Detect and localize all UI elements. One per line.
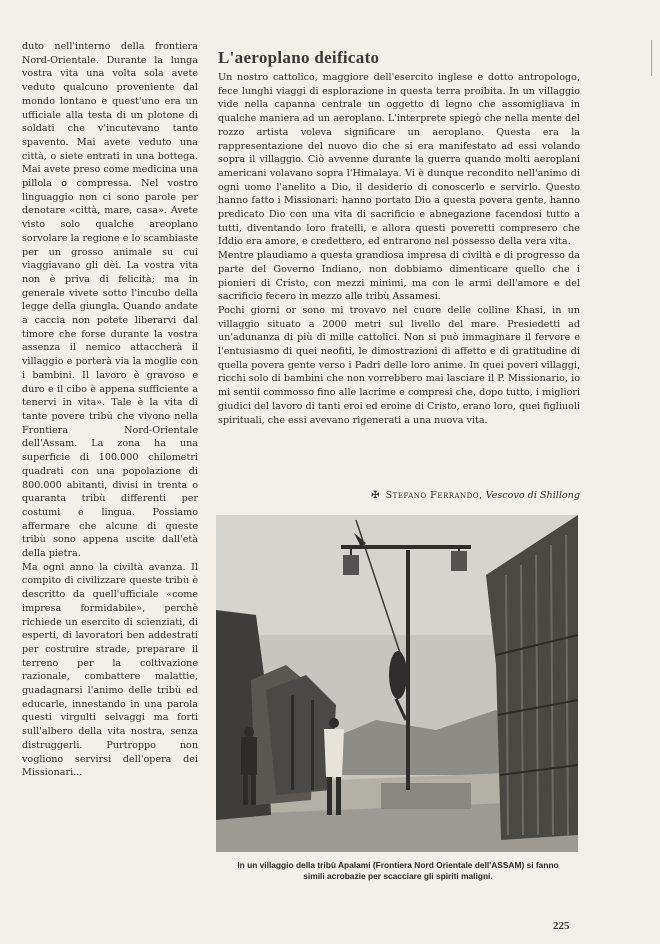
article-title: L'aeroplano deificato: [218, 48, 380, 67]
left-paragraph-1: duto nell'interno della frontiera Nord-Orientale. Durante la lunga vostra vita una volta sola avete veduto qualcuno proveniente dal mondo lontano e quest'uno era un ufficiale alla testa di un plotone di soldati che v'incutevano tanto spavento. Mai avete veduto una città, o siete entrati in una bottega. Mai avete preso come medicina una pillola o compressa. Nel vostro linguaggio non ci sono parole per denotare «città, mare, casa». Avete visto solo qualche areoplano sorvolare la regione e lo scambiaste per un grosso animale su cui viaggiavano gli dèi. La vostra vita non è priva di felicità; ma in generale vivete sotto l'incubo della legge della giungla. Quando andate a caccia non potete liberarvi dal timore che forse durante la vostra assenza il nemico attaccherà il villaggio e porterà via la moglie con i bambini. Il lavoro è gravoso e duro e il cibo è appena sufficiente a tenervi in vita». Tale è la vita di tante povere tribù che vivono nella Frontiera Nord-Orientale dell'Assam. La zona ha una superficie di 100.000 chilometri quadrati con una popolazione di 800.000 abitanti, divisi in trenta o quaranta tribù differenti per costumi e lingua. Possiamo affermare che alcune di queste tribù sono appena uscite dall'età della pietra.: [22, 41, 198, 560]
article-paragraph-2: Mentre plaudiamo a questa grandiosa impresa di civiltà e di progresso da parte del Governo Indiano, non dobbiamo dimenticare quello che i pionieri di Cristo, con mezzi minimi, ma con le armi dell'amore e del sacrificio fecero in mezzo alle tribù Assamesi.: [218, 250, 580, 303]
left-paragraph-2: Ma ogni anno la civiltà avanza. Il compito di civilizzare queste tribù è descritto da quell'ufficiale «come impresa formidabile», perchè richiede un esercito di scienziati, di esperti, di lavoratori ben addestrati per costruire strade, preparare il terreno per la coltivazione razionale, combattere malattie, guadagnarsi l'animo delle tribù ed educarle, innestando in una parola questi virgulti selvaggi ma forti sull'albero della vita nostra, senza distruggerli. Purtroppo non vogliono servirsi dell'opera dei Missionari...: [22, 561, 198, 779]
page-edge-mark: [651, 40, 652, 76]
page-number: 225: [553, 920, 570, 932]
article-paragraph-1: Un nostro cattolico, maggiore dell'esercito inglese e dotto antropologo, fece lunghi viaggi di esplorazione in questa terra proibita. In un villaggio vide nella capanna centrale un oggetto di legno che assomigliava in qualche maniera ad un aeroplano. L'interprete spiegò che nella mente del rozzo artista voleva significare un aeroplano. Questa era la rappresentazione del nuovo dio che si era manifestato ad essi volando sopra il villaggio. Ciò avvenne durante la guerra quando molti aeroplani americani volavano sopra l'Himalaya. Vi è dunque recondito nell'animo di ogni uomo l'anelito a Dio, il desiderio di conoscerlo e servirlo. Questo hanno fatto i Missionari: hanno portato Dio a questa povera gente, hanno predicato Dio con una vita di sacrificio e abnegazione facendosi tutto a tutti, diventando loro fratelli, e allora questi poveretti compresero che Iddio era amore, e credettero, ed entrarono nel possesso della vera vita.: [218, 72, 580, 248]
cross-icon: ✠: [371, 490, 380, 501]
photo-caption: In un villaggio della tribù Apalami (Frontiera Nord Orientale dell'ASSAM) si fanno simili acrobazie per scacciare gli spiriti maligni.: [237, 860, 559, 881]
left-column: [22, 40, 198, 780]
article-paragraph-3: Pochi giorni or sono mi trovavo nel cuore delle colline Khasi, in un villaggio situato a 2000 metri sul livello del mare. Presiedetti ad un'adunanza di più di mille cattolici. Non si può immaginare il fervore e l'entusiasmo di quei neofiti, le dimostrazioni di affetto e di gratitudine di quella povera gente verso i Padri delle loro anime. In quei poveri villaggi, ricchi solo di bambini che non vorrebbero mai lasciare il P. Missionario, io mi sentii commosso fino alle lacrime e compresi che, dopo tutto, i migliori giudici del lavoro di tanti eroi ed eroine di Cristo, erano loro, quei figliuoli spirituali, che essi avevano rigenerati a una nuova vita.: [218, 304, 580, 426]
article-body: [218, 71, 580, 427]
village-photo-illustration: [216, 515, 578, 852]
author-name: Stefano Ferrando,: [385, 490, 483, 501]
author-role: Vescovo di Shillong: [485, 490, 580, 501]
author-signature: [218, 489, 580, 502]
village-photo: [216, 515, 578, 852]
